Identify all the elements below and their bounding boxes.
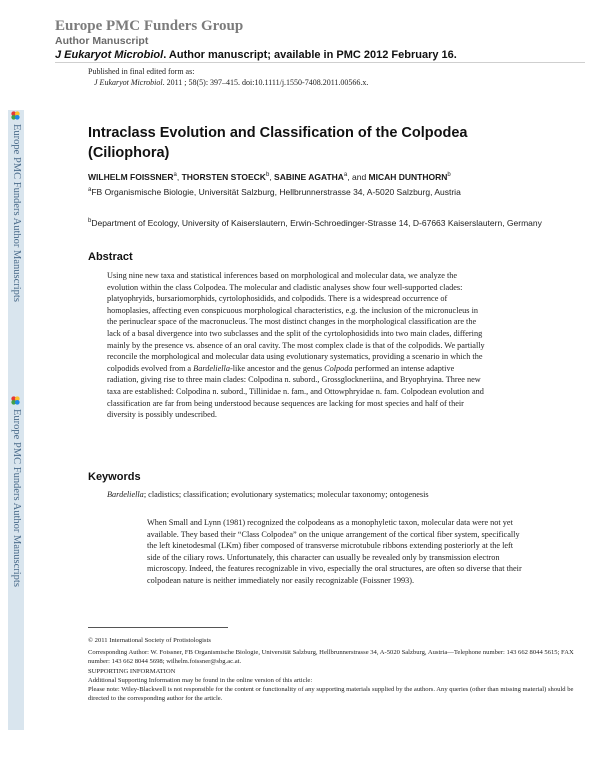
journal-availability-line xyxy=(55,48,585,62)
abstract-part-1: Using nine new taxa and statistical inferences based on morphological and molecular data, we analyze the evolution within the class Colpodea. The molecular and cladistic analyses show four well-supported clades: platyophryids, bursariomorphids, cyrtolophosidids, and colpodids. There is a widespread occurrence of homoplasies, affecting even conspicuous morphological characteristics, e.g. the inclusion of the micronucleus in the perinuclear space of the macronucleus. The most distinct changes in the morphological classification are the lack of a basal divergence into two subclasses and the split of the cyrtolophosidids into two main clades, differing mainly by the presence vs. absence of an oral cavity. The most complex clade is that of the colpodids. We partially reconcile the morphological and molecular data using evolutionary systematics, providing a scenario in which the colpodids evolved from a xyxy=(107,271,485,373)
abstract-genus-bardeliella: Bardeliella xyxy=(193,363,230,373)
keyword-bardeliella: Bardeliella xyxy=(107,490,144,499)
author-affiliation-mark: b xyxy=(447,172,451,179)
published-in-block xyxy=(88,66,368,88)
abstract-text xyxy=(107,270,487,421)
author-list xyxy=(88,171,588,183)
keywords-list xyxy=(107,489,507,500)
affiliation-mark: a xyxy=(88,187,92,194)
intro-paragraph: When Small and Lynn (1981) recognized the colpodeans as a monophyletic taxon, molecular data were not yet available. They based their “Class Colpodea” on the unique arrangement of the cortical fiber system, specifically the left kinetodesmal (LKm) fiber composed of transverse microtubule ribbons extending posteriorly at the left side of the ciliary rows. Unfortunately, this character can usually be revealed only by transmission electron microscopy. Indeed, the features recognizable in vivo, especially the oral structures, are often so diverse that their colpodean nature is neither immediately nor easily recognizable (Foissner 1993). xyxy=(147,518,522,585)
corresponding-author-note: Corresponding Author: W. Foissner, FB Organismische Biologie, Universität Salzburg, Hellbrunnerstrasse 34, A-5020 Salzburg, Austria—Telephone number: 143 662 8044 5615; FAX number: 143 662 8044 5698; wilhelm.foissner@sbg.ac.at. xyxy=(88,649,574,666)
author-affiliation-mark: b xyxy=(265,172,270,179)
author-name: SABINE AGATHA xyxy=(274,172,344,182)
author-affiliation-mark: a xyxy=(173,172,177,179)
page-header xyxy=(55,17,585,62)
keywords-heading: Keywords xyxy=(88,471,141,483)
author-and-separator: , and xyxy=(347,172,369,182)
copyright-note: © 2011 International Society of Protistologists xyxy=(88,637,211,644)
sidebar-banner xyxy=(0,110,40,730)
abstract-genus-colpoda: Colpoda xyxy=(324,363,353,373)
author-name: MICAH DUNTHORN xyxy=(368,172,448,182)
footnote-divider xyxy=(88,627,228,628)
author-affiliation-mark: a xyxy=(343,172,348,179)
author-separator: , xyxy=(176,172,182,182)
article-title xyxy=(88,123,568,163)
affiliation-text: FB Organismische Biologie, Universität Salzburg, Hellbrunnerstrasse 34, A-5020 Salzburg, Austria xyxy=(91,187,461,197)
funders-group-title: Europe PMC Funders Group xyxy=(55,18,244,34)
affiliation-a xyxy=(88,186,578,198)
supporting-info-heading: SUPPORTING INFORMATION xyxy=(88,667,176,675)
author-name: THORSTEN STOECK xyxy=(181,172,266,182)
sidebar-label-top: Europe PMC Funders Author Manuscripts xyxy=(11,124,22,302)
sidebar-label-bottom: Europe PMC Funders Author Manuscripts xyxy=(11,409,22,587)
header-divider xyxy=(55,62,585,63)
affiliation-mark: b xyxy=(88,218,92,225)
keywords-rest: ; cladistics; classification; evolutionary systematics; molecular taxonomy; ontogenesis xyxy=(143,490,429,499)
abstract-heading: Abstract xyxy=(88,251,133,263)
abstract-part-2: -like ancestor and the genus xyxy=(229,363,325,373)
article-title-line-1: Intraclass Evolution and Classification of the Colpodea xyxy=(88,125,468,141)
published-journal: J Eukaryot Microbiol xyxy=(94,78,163,87)
wiley-disclaimer: Please note: Wiley-Blackwell is not responsible for the content or functionality of any supporting materials supplied by the authors. Any queries (other than missing material) should be directed to the corresponding author for the article. xyxy=(88,686,574,703)
article-title-line-2: (Ciliophora) xyxy=(88,145,170,161)
availability-text: . Author manuscript; available in PMC 2012 February 16. xyxy=(163,49,457,61)
published-citation-text: . 2011 ; 58(5): 397–415. doi:10.1111/j.1550-7408.2011.00566.x. xyxy=(162,78,369,87)
affiliation-text: Department of Ecology, University of Kaiserslautern, Erwin-Schroedinger-Strasse 14, D-67663 Kaiserslautern, Germany xyxy=(91,218,542,228)
author-name: WILHELM FOISSNER xyxy=(88,172,174,182)
abstract-part-3: performed an intense adaptive radiation, giving rise to three main clades: Colpodina n. subord., Grossglockneriina, and Bryophryina. Three new taxa are established: Colpodina n. subord., Tillinidae n. fam., and Ottowphryidae n. fam. Colpodean evolution and classification are far from being understood because sequences are lacking for most species and half of their diversity is possibly undescribed. xyxy=(107,363,484,420)
sidebar-segment-bottom xyxy=(8,395,24,695)
affiliation-b xyxy=(88,217,578,229)
supporting-info-line: Additional Supporting Information may be found in the online version of this article: xyxy=(88,676,313,684)
footnotes xyxy=(88,636,588,703)
author-manuscript-label: Author Manuscript xyxy=(55,35,149,47)
published-citation xyxy=(88,77,368,88)
author-separator: , xyxy=(269,172,275,182)
journal-name: J Eukaryot Microbiol xyxy=(55,49,164,61)
published-label: Published in final edited form as: xyxy=(88,67,195,76)
sidebar-segment-top xyxy=(8,110,24,410)
